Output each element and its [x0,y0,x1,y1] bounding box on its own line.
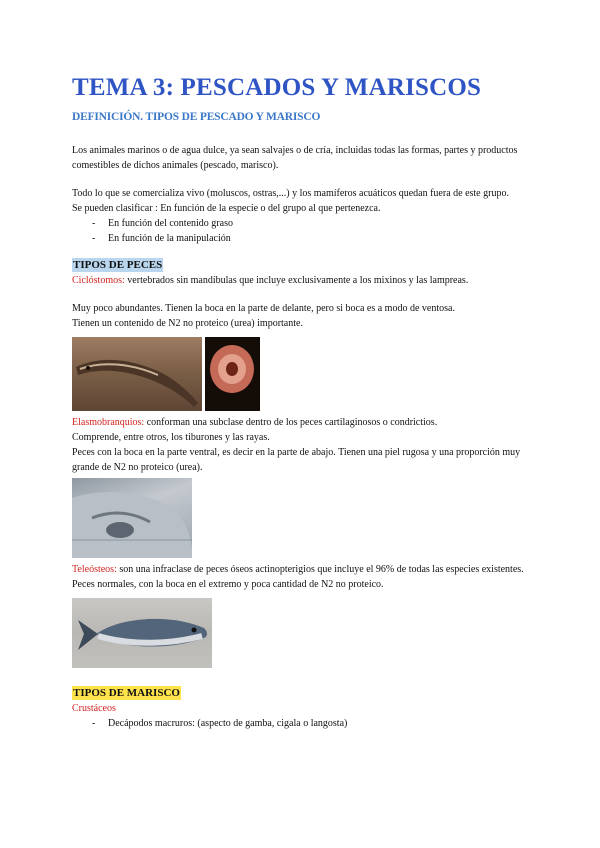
shark-image [72,478,192,558]
intro-paragraph-2: Todo lo que se comercializa vivo (moluscos, ostras,...) y los mamíferos acuáticos quedan fuera de este grupo. [72,188,509,199]
lamprey-photos [72,337,532,411]
document-page [72,70,532,731]
elasmobranquios-definition: Elasmobranquios: conforman una subclase dentro de los peces cartilaginosos o condrictios. [72,417,438,428]
list-item: - Decápodos macruros: (aspecto de gamba, cigala o langosta) [92,718,348,729]
teleosteos-description-1: Peces normales, con la boca en el extremo y poca cantidad de N2 no proteico. [72,579,384,590]
ciclostomos-description-2: Tienen un contenido de N2 no proteico (urea) importante. [72,318,303,329]
intro-paragraph-1: Los animales marinos o de agua dulce, ya sean salvajes o de cría, incluidas todas las formas, partes y productos comestibles de dichos animales (pescado, marisco). [72,145,518,171]
ciclostomos-description-1: Muy poco abundantes. Tienen la boca en la parte de delante, pero si boca es a modo de ventosa. [72,303,455,314]
lamprey-image [72,337,202,411]
tipos-marisco-heading: TIPOS DE MARISCO [73,687,180,699]
list-item: - En función del contenido graso [92,218,233,229]
page-title: TEMA 3: PESCADOS Y MARISCOS [72,74,482,101]
teleosteos-definition: Teleósteos: son una infraclase de peces óseos actinopterigios que incluye el 96% de todas las especies existentes. [72,564,524,575]
elasmobranquios-description-2: Peces con la boca en la parte ventral, es decir en la parte de abajo. Tienen una piel rugosa y una proporción muy grande de N2 no proteico (urea). [72,447,521,473]
elasmobranquios-term: Elasmobranquios: [72,417,145,428]
marisco-list [72,716,532,731]
tipos-peces-heading: TIPOS DE PECES [73,259,163,271]
teleosteos-term: Teleósteos: [72,564,117,575]
list-item: - En función de la manipulación [92,233,231,244]
section-subtitle: DEFINICIÓN. TIPOS DE PESCADO Y MARISCO [72,111,321,123]
ciclostomos-definition: Ciclóstomos: vertebrados sin mandíbulas que incluye exclusivamente a los mixinos y las lampreas. [72,275,469,286]
ciclostomos-term: Ciclóstomos: [72,275,125,286]
classification-list [72,216,532,246]
lamprey-mouth-image [205,337,260,411]
crustaceos-subheading: Crustáceos [72,703,116,714]
teleost-fish-image [72,598,212,668]
intro-paragraph-3: Se pueden clasificar : En función de la especie o del grupo al que pertenezca. [72,203,381,214]
elasmobranquios-description-1: Comprende, entre otros, los tiburones y las rayas. [72,432,270,443]
